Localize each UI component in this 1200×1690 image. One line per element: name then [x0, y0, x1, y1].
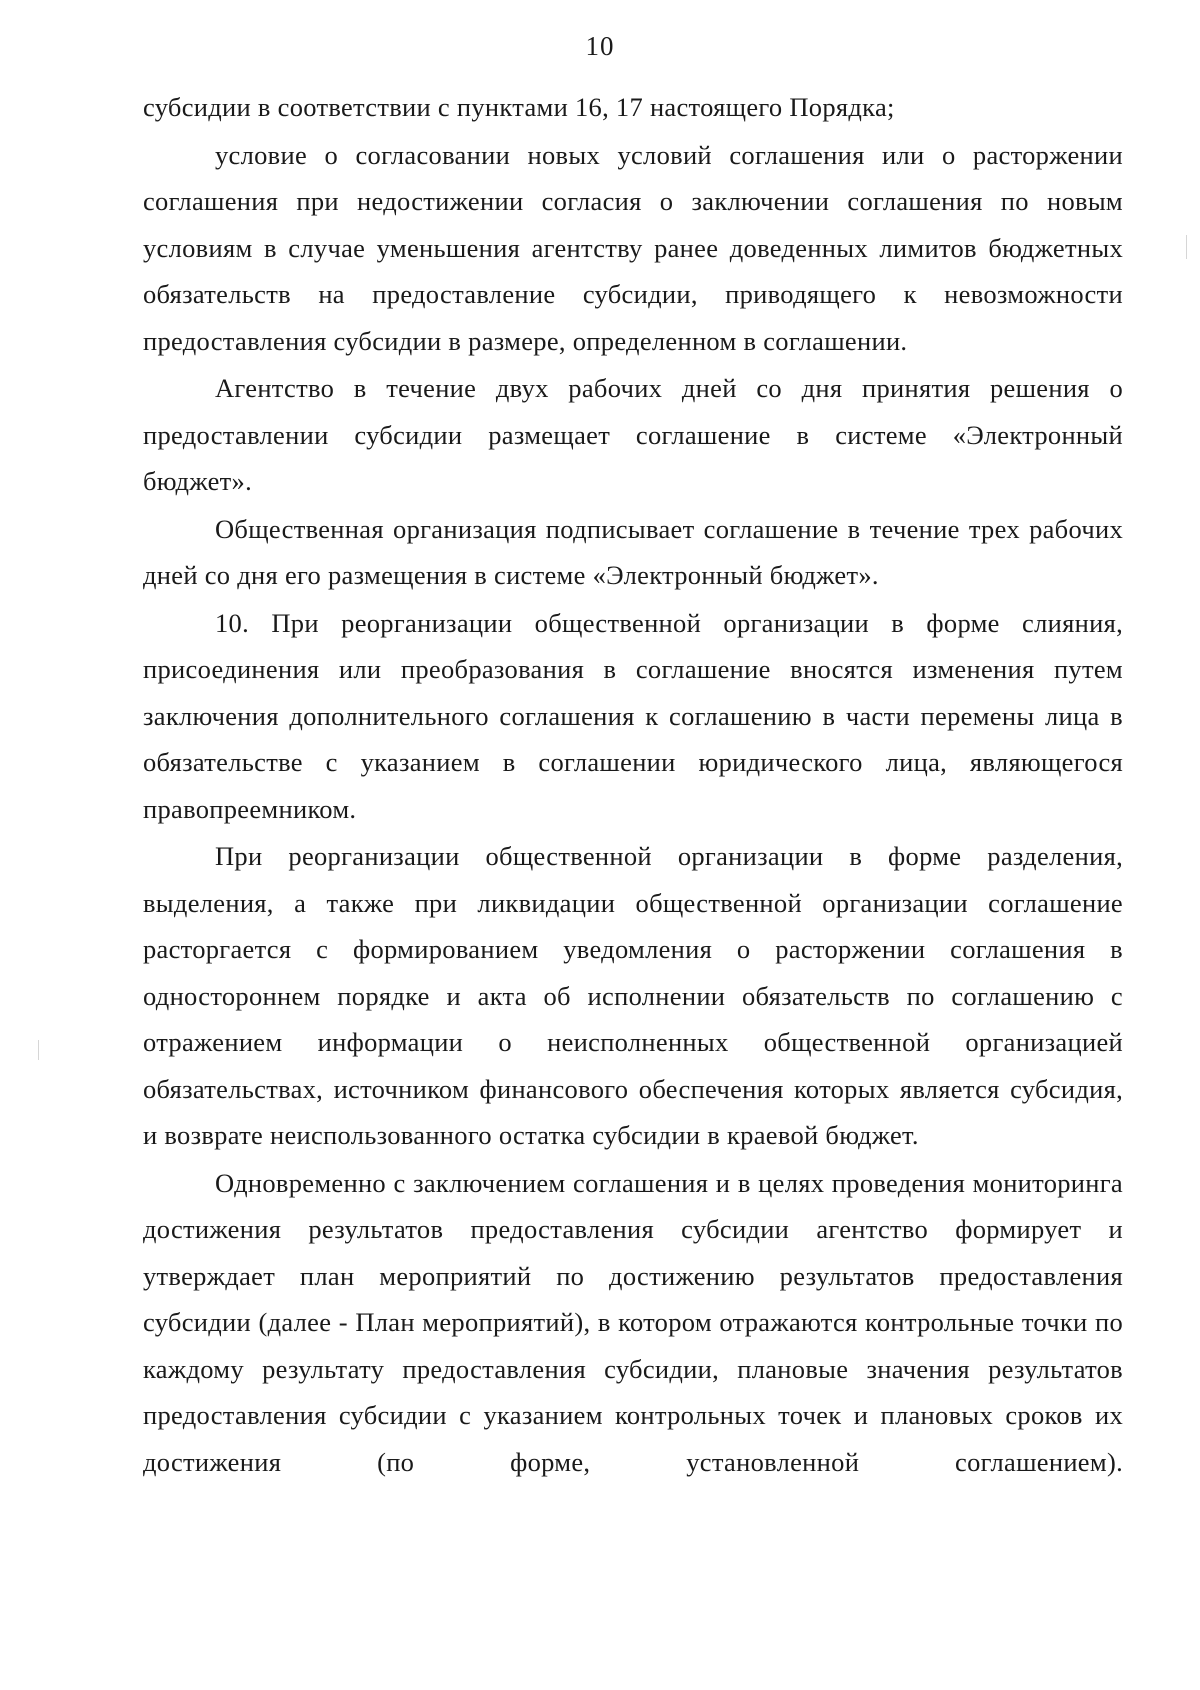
paragraph-organization-signing: Общественная организация подписывает соглашение в течение трех рабочих дней со дня его размещения в системе «Электронный бюджет».	[143, 513, 1123, 590]
scan-edge-mark-lower	[38, 1040, 39, 1060]
scan-edge-mark-upper	[1186, 235, 1187, 259]
paragraph-agency-posting: Агентство в течение двух рабочих дней со дня принятия решения о предоставлении субсидии размещает соглашение в системе «Электронный бюджет».	[143, 373, 1123, 496]
paragraph-reorganization-division: При реорганизации общественной организации в форме разделения, выделения, а также при ликвидации общественной организации соглашение расторгается с формированием уведомления о расторжении соглашения в одностороннем порядке и акта об исполнении обязательств по соглашению с отражением информации о неисполненных общественной организацией обязательствах, источником финансового обеспечения которых является субсидия, и возврате неиспользованного остатка субсидии в краевой бюджет.	[143, 841, 1123, 1150]
paragraph-reorganization-merger: 10. При реорганизации общественной организации в форме слияния, присоединения или преобразования в соглашение вносятся изменения путем заключения дополнительного соглашения к соглашению в части перемены лица в обязательстве с указанием в соглашении юридического лица, являющегося правопреемником.	[143, 607, 1123, 824]
paragraph-continuation: субсидии в соответствии с пунктами 16, 17 настоящего Порядка;	[143, 92, 895, 122]
paragraph-agreement-condition: условие о согласовании новых условий соглашения или о расторжении соглашения при недостижении согласия о заключении соглашения по новым условиям в случае уменьшения агентству ранее доведенных лимитов бюджетных обязательств на предоставление субсидии, приводящего к невозможности предоставления субсидии в размере, определенном в соглашении.	[143, 139, 1123, 356]
page-number: 10	[585, 31, 615, 61]
document-body	[143, 84, 1123, 1486]
paragraph-monitoring-plan: Одновременно с заключением соглашения и в целях проведения мониторинга достижения результатов предоставления субсидии агентство формирует и утверждает план мероприятий по достижению результатов предоставления субсидии (далее - План мероприятий), в котором отражаются контрольные точки по каждому результату предоставления субсидии, плановые значения результатов предоставления субсидии с указанием контрольных точек и плановых сроков их достижения (по форме, установленной соглашением).	[143, 1167, 1123, 1477]
